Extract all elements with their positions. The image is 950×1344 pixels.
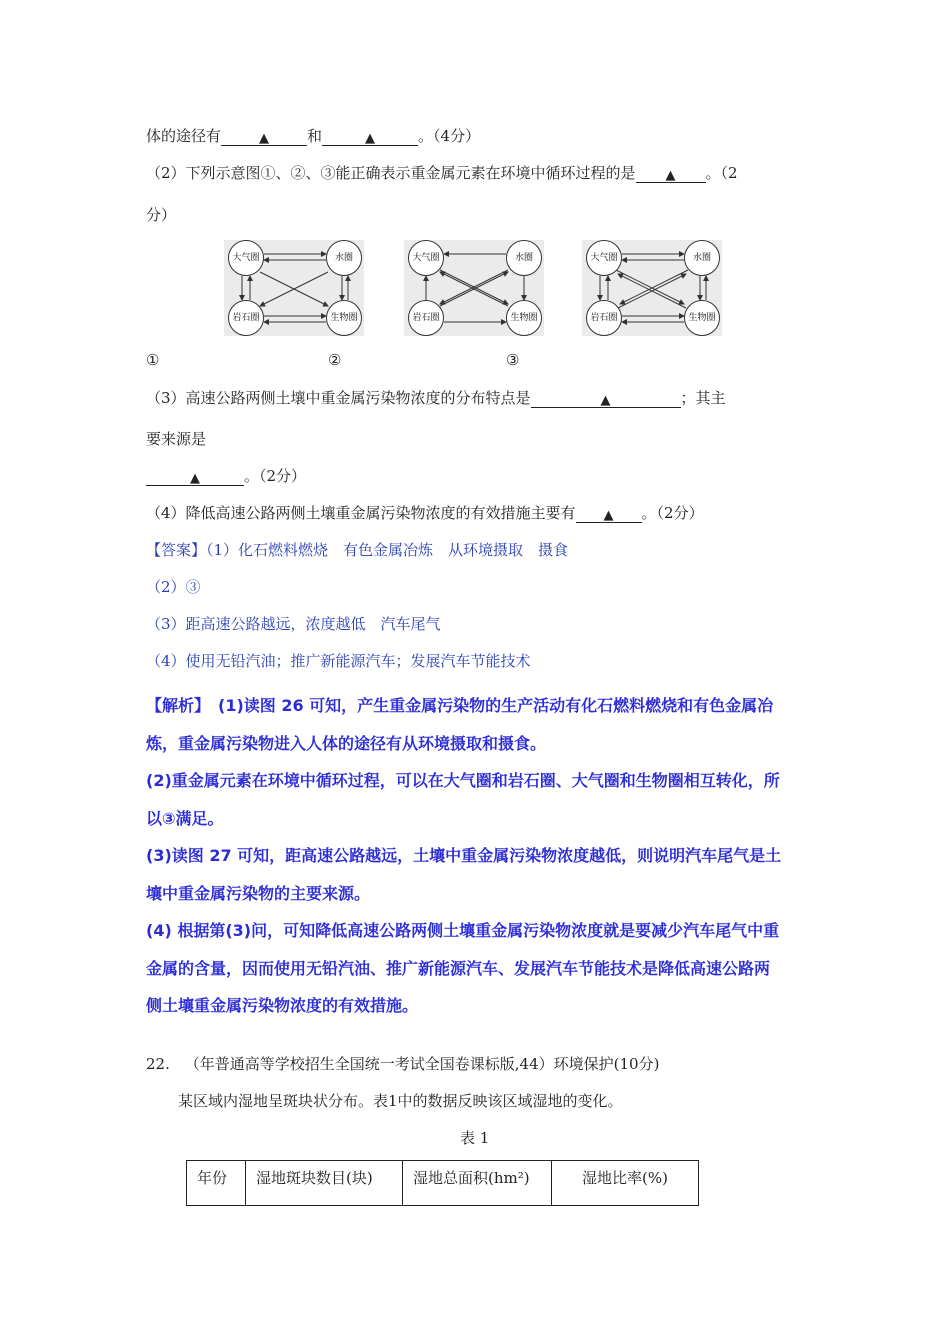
table-header-cell: 湿地比率(%) bbox=[552, 1161, 699, 1206]
analysis-line: (4) 根据第(3)问，可知降低高速公路两侧土壤重金属污染物浓度就是要减少汽车尾气中重 bbox=[146, 921, 780, 940]
q1-prefix: 体的途径有 bbox=[146, 127, 222, 145]
cycle-diagram-2 bbox=[404, 240, 544, 336]
node-atmosphere: 大气圈 bbox=[228, 240, 264, 276]
analysis-line: 以③满足。 bbox=[146, 809, 224, 828]
node-hydrosphere: 水圈 bbox=[326, 240, 362, 276]
answer-line-1: 【答案】（1）化石燃料燃烧 有色金属冶炼 从环境摄取 摄食 bbox=[146, 541, 569, 559]
cycle-diagram-3 bbox=[582, 240, 722, 336]
answer-blank[interactable]: ▲ bbox=[576, 504, 642, 523]
node-biosphere: 生物圈 bbox=[506, 300, 542, 336]
node-lithosphere: 岩石圈 bbox=[408, 300, 444, 336]
analysis-line: 侧土壤重金属污染物浓度的有效措施。 bbox=[146, 996, 419, 1015]
table-header-cell: 年份 bbox=[187, 1161, 246, 1206]
question-title: （年普通高等学校招生全国统一考试全国卷课标版,44）环境保护(10分) bbox=[184, 1055, 660, 1073]
q3-line: （3）高速公路两侧土壤中重金属污染物浓度的分布特点是 ▲ ；其主 bbox=[146, 389, 726, 408]
analysis-line: (3)读图 27 可知，距高速公路越远，土壤中重金属污染物浓度越低，则说明汽车尾气是土 bbox=[146, 846, 782, 865]
q1-tail-line: 体的途径有 ▲ 和 ▲ 。（4分） bbox=[146, 127, 481, 146]
question-number: 22. bbox=[146, 1055, 170, 1073]
diagram-label-3: ③ bbox=[506, 351, 520, 369]
answer-line-3: （3）距高速公路越远，浓度越低 汽车尾气 bbox=[146, 615, 441, 633]
diagram-label-2: ② bbox=[328, 351, 342, 369]
diagram-label-1: ① bbox=[146, 351, 160, 369]
q4-line: （4）降低高速公路两侧土壤重金属污染物浓度的有效措施主要有 ▲ 。（2分） bbox=[146, 504, 704, 523]
answer-blank[interactable]: ▲ bbox=[531, 389, 681, 408]
analysis-line: 金属的含量，因而使用无铅汽油、推广新能源汽车、发展汽车节能技术是降低高速公路两 bbox=[146, 959, 771, 978]
q22-intro: 某区域内湿地呈斑块状分布。表1中的数据反映该区域湿地的变化。 bbox=[178, 1092, 623, 1110]
table-header-cell: 湿地总面积(hm²) bbox=[403, 1161, 552, 1206]
q3-continuation: 要来源是 bbox=[146, 430, 207, 448]
q3-continuation-2: ▲ 。（2分） bbox=[146, 466, 306, 486]
wetland-table bbox=[186, 1160, 699, 1206]
q2-continuation: 分） bbox=[146, 206, 177, 224]
answer-blank[interactable]: ▲ bbox=[146, 467, 244, 486]
answer-blank[interactable]: ▲ bbox=[636, 164, 706, 183]
table-title: 表 1 bbox=[460, 1129, 490, 1147]
answer-blank[interactable]: ▲ bbox=[221, 127, 307, 146]
table-header-cell: 湿地斑块数目(块) bbox=[246, 1161, 403, 1206]
node-hydrosphere: 水圈 bbox=[506, 240, 542, 276]
analysis-line: 炼，重金属污染物进入人体的途径有从环境摄取和摄食。 bbox=[146, 734, 547, 753]
table-header-row bbox=[187, 1161, 699, 1206]
q22-header bbox=[146, 1054, 659, 1074]
node-lithosphere: 岩石圈 bbox=[586, 300, 622, 336]
analysis-line: 壤中重金属污染物的主要来源。 bbox=[146, 884, 371, 903]
node-hydrosphere: 水圈 bbox=[684, 240, 720, 276]
analysis-line: 【解析】 (1)读图 26 可知，产生重金属污染物的生产活动有化石燃料燃烧和有色金属冶 bbox=[146, 696, 774, 715]
node-biosphere: 生物圈 bbox=[326, 300, 362, 336]
analysis-line: (2)重金属元素在环境中循环过程，可以在大气圈和岩石圈、大气圈和生物圈相互转化，所 bbox=[146, 771, 780, 790]
q2-line: （2）下列示意图①、②、③能正确表示重金属元素在环境中循环过程的是 ▲ 。（2 bbox=[146, 164, 738, 183]
answer-line-4: （4）使用无铅汽油；推广新能源汽车；发展汽车节能技术 bbox=[146, 652, 531, 670]
node-biosphere: 生物圈 bbox=[684, 300, 720, 336]
answer-line-2: （2）③ bbox=[146, 578, 201, 596]
node-lithosphere: 岩石圈 bbox=[228, 300, 264, 336]
node-atmosphere: 大气圈 bbox=[586, 240, 622, 276]
node-atmosphere: 大气圈 bbox=[408, 240, 444, 276]
answer-blank[interactable]: ▲ bbox=[322, 127, 418, 146]
cycle-diagram-1 bbox=[224, 240, 364, 336]
